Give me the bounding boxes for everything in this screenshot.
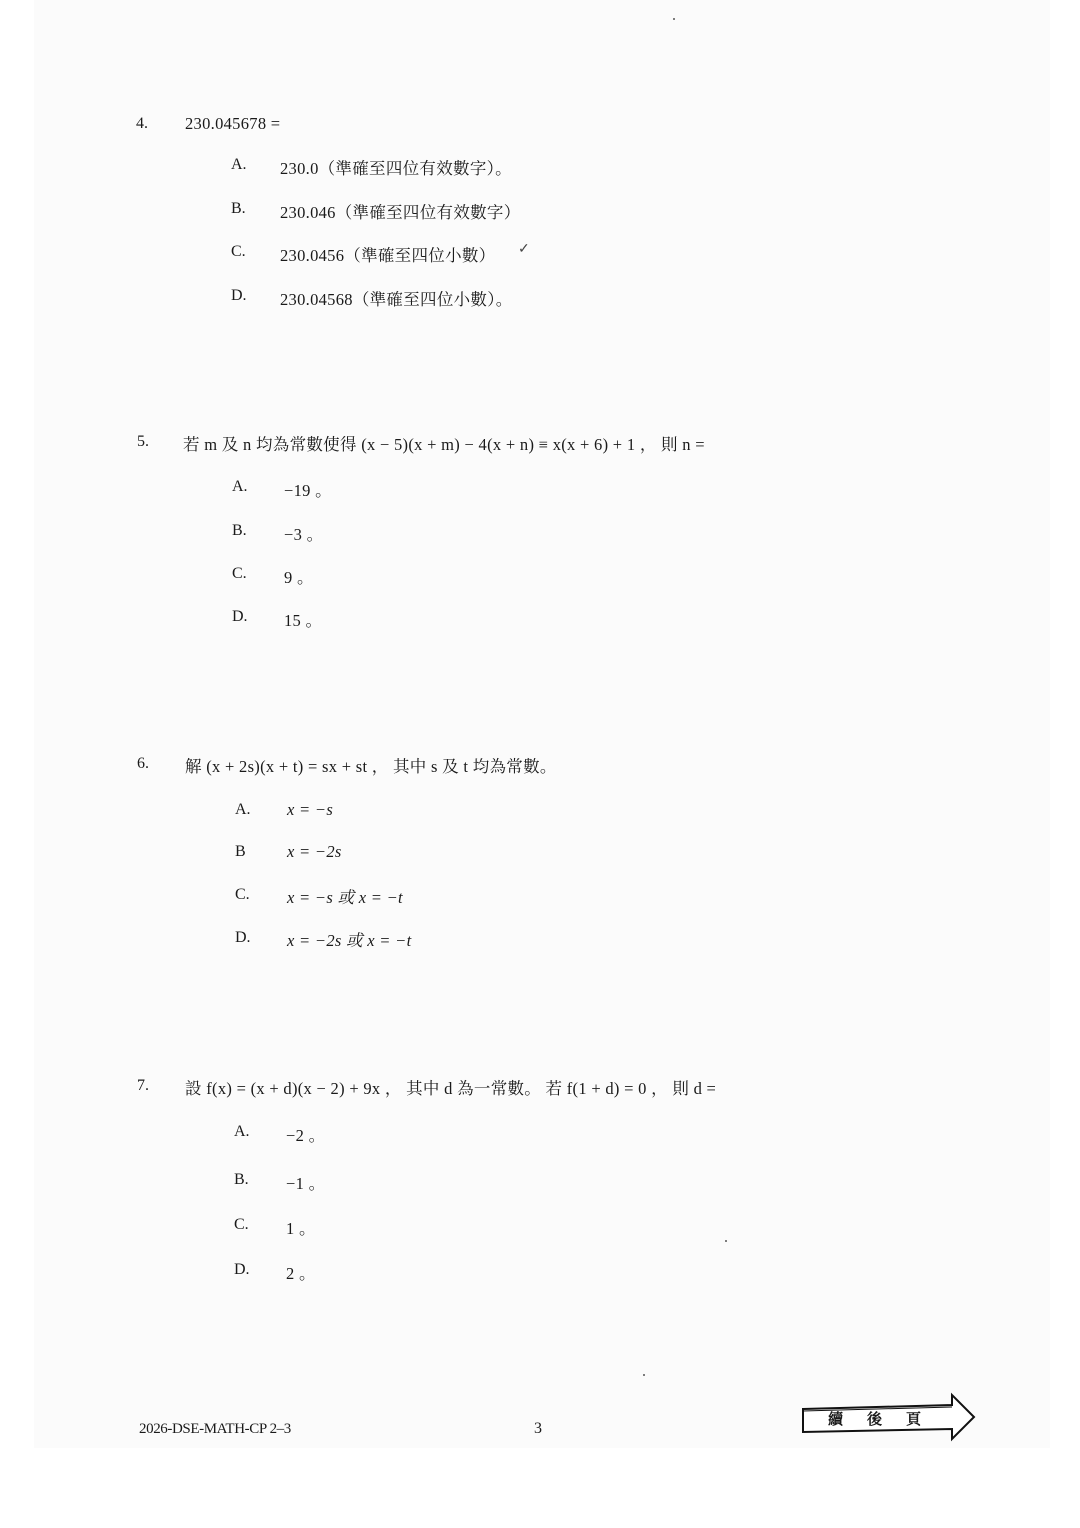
- option-letter: D.: [232, 608, 248, 625]
- question-number: 4.: [136, 115, 148, 132]
- option-letter: A.: [231, 156, 247, 173]
- option-letter: A.: [235, 801, 251, 818]
- handwritten-tick-icon: ✓: [518, 242, 530, 257]
- option-text: x = −2s: [287, 842, 342, 861]
- scan-speck: [673, 18, 675, 20]
- page-number: 3: [534, 1420, 542, 1437]
- option-letter: C.: [232, 565, 247, 582]
- option-text: 230.046（準確至四位有效數字）: [280, 203, 521, 222]
- option-letter: B.: [231, 200, 246, 217]
- option-text: −1 。: [286, 1174, 326, 1193]
- option-text: 230.0（準確至四位有效數字）。: [280, 159, 512, 178]
- option-text: x = −2s 或 x = −t: [287, 931, 412, 950]
- option-letter: C.: [235, 886, 250, 903]
- option-text: 230.04568（準確至四位小數）。: [280, 290, 513, 309]
- continue-next-page-indicator: [800, 1392, 976, 1442]
- option-letter: A.: [232, 478, 248, 495]
- option-letter: B.: [232, 522, 247, 539]
- option-letter: B: [235, 843, 246, 860]
- question-stem: 230.045678 =: [185, 114, 281, 133]
- question-number: 7.: [137, 1077, 149, 1094]
- scan-speck: [725, 1240, 727, 1242]
- question-stem: 設 f(x) = (x + d)(x − 2) + 9x ， 其中 d 為一常數。 若 f(1 + d) = 0 ， 則 d =: [185, 1079, 717, 1098]
- option-letter: C.: [234, 1216, 249, 1233]
- option-text: x = −s 或 x = −t: [287, 888, 403, 907]
- option-text: −19 。: [284, 481, 332, 500]
- option-letter: C.: [231, 243, 246, 260]
- exam-page: [34, 0, 1050, 1448]
- option-letter: A.: [234, 1123, 250, 1140]
- option-letter: D.: [231, 287, 247, 304]
- option-text: 15 。: [284, 611, 323, 630]
- option-letter: D.: [235, 929, 251, 946]
- paper-code: 2026-DSE-MATH-CP 2–3: [139, 1421, 291, 1437]
- option-text: 230.0456（準確至四位小數）: [280, 246, 496, 265]
- scan-speck: [643, 1374, 645, 1376]
- continue-label: 續後頁: [828, 1410, 946, 1428]
- question-number: 6.: [137, 755, 149, 772]
- question-stem: 若 m 及 n 均為常數使得 (x − 5)(x + m) − 4(x + n) ≡ x(x + 6) + 1 ， 則 n =: [183, 435, 705, 454]
- option-letter: D.: [234, 1261, 250, 1278]
- option-text: 2 。: [286, 1264, 316, 1283]
- option-text: −2 。: [286, 1126, 326, 1145]
- option-letter: B.: [234, 1171, 249, 1188]
- question-stem: 解 (x + 2s)(x + t) = sx + st ， 其中 s 及 t 均為常數。: [185, 757, 557, 776]
- option-text: −3 。: [284, 525, 324, 544]
- option-text: 9 。: [284, 568, 314, 587]
- option-text: 1 。: [286, 1219, 316, 1238]
- question-number: 5.: [137, 433, 149, 450]
- option-text: x = −s: [287, 800, 334, 819]
